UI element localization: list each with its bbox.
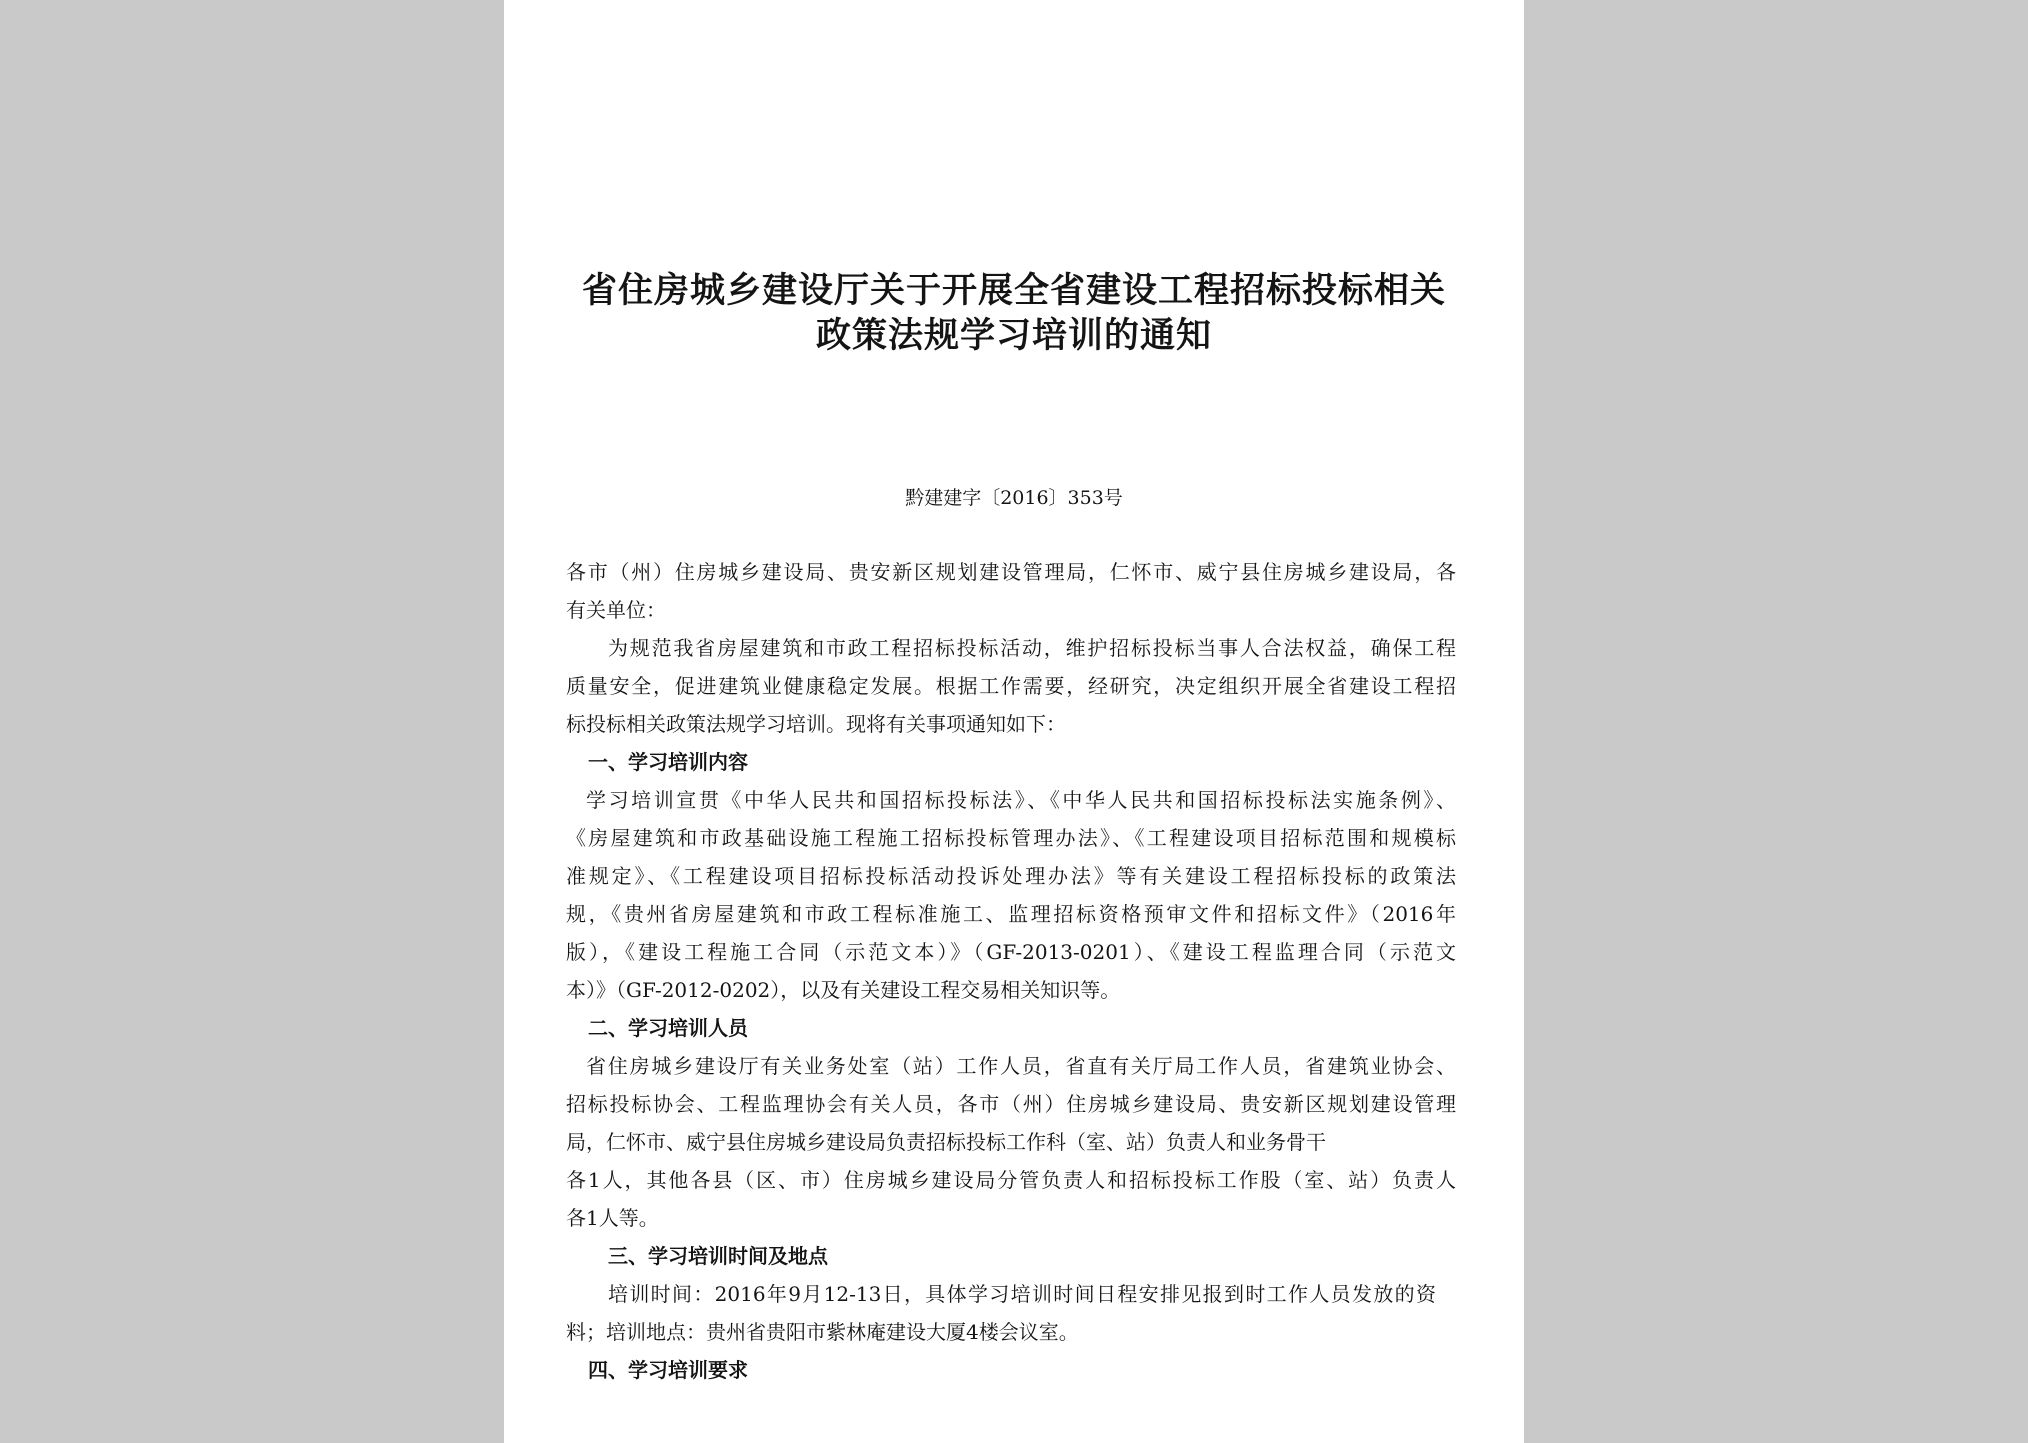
body-paragraph-line: 培训时间：2016年9月12-13日，具体学习培训时间日程安排见报到时工作人员发放的资 (608, 1282, 1436, 1306)
body-paragraph-line: 质量安全，促进建筑业健康稳定发展。根据工作需要，经研究，决定组织开展全省建设工程招 (566, 674, 1456, 698)
body-paragraph-line: 学习培训宣贯《中华人民共和国招标投标法》、《中华人民共和国招标投标法实施条例》、 (586, 788, 1456, 812)
body-paragraph-line: 为规范我省房屋建筑和市政工程招标投标活动，维护招标投标当事人合法权益，确保工程 (608, 636, 1456, 660)
document-title-line-1: 省住房城乡建设厅关于开展全省建设工程招标投标相关 (581, 270, 1446, 311)
body-paragraph-line: 版），《建设工程施工合同（示范文本）》（GF-2013-0201）、《建设工程监理合同（示范文 (566, 940, 1456, 964)
body-paragraph-line: 局，仁怀市、威宁县住房城乡建设局负责招标投标工作科（室、站）负责人和业务骨干 (566, 1130, 1326, 1154)
document-page (504, 0, 1524, 1443)
addressee-line: 各市（州）住房城乡建设局、贵安新区规划建设管理局，仁怀市、威宁县住房城乡建设局，各 (566, 560, 1456, 584)
body-paragraph-line: 省住房城乡建设厅有关业务处室（站）工作人员，省直有关厅局工作人员，省建筑业协会、 (586, 1054, 1456, 1078)
section-heading: 四、学习培训要求 (588, 1358, 748, 1382)
section-heading: 一、学习培训内容 (588, 750, 748, 774)
section-heading: 二、学习培训人员 (588, 1016, 748, 1040)
addressee-line: 有关单位： (566, 598, 666, 622)
body-paragraph-line: 各1人，其他各县（区、市）住房城乡建设局分管负责人和招标投标工作股（室、站）负责人 (566, 1168, 1456, 1192)
body-paragraph-line: 《房屋建筑和市政基础设施工程施工招标投标管理办法》、《工程建设项目招标范围和规模标 (566, 826, 1456, 850)
body-paragraph-line: 规，《贵州省房屋建筑和市政工程标准施工、监理招标资格预审文件和招标文件》（2016年 (566, 902, 1456, 926)
body-paragraph-line: 料；培训地点：贵州省贵阳市紫林庵建设大厦4楼会议室。 (566, 1320, 1079, 1344)
body-paragraph-line: 准规定》、《工程建设项目招标投标活动投诉处理办法》等有关建设工程招标投标的政策法 (566, 864, 1456, 888)
body-paragraph-line: 招标投标协会、工程监理协会有关人员，各市（州）住房城乡建设局、贵安新区规划建设管理 (566, 1092, 1456, 1116)
body-paragraph-line: 各1人等。 (566, 1206, 659, 1230)
document-title-line-2: 政策法规学习培训的通知 (815, 315, 1212, 356)
section-heading: 三、学习培训时间及地点 (608, 1244, 828, 1268)
document-number: 黔建建字〔2016〕353号 (905, 487, 1123, 509)
body-paragraph-line: 标投标相关政策法规学习培训。现将有关事项通知如下： (566, 712, 1066, 736)
body-paragraph-line: 本）》（GF-2012-0202），以及有关建设工程交易相关知识等。 (566, 978, 1121, 1002)
